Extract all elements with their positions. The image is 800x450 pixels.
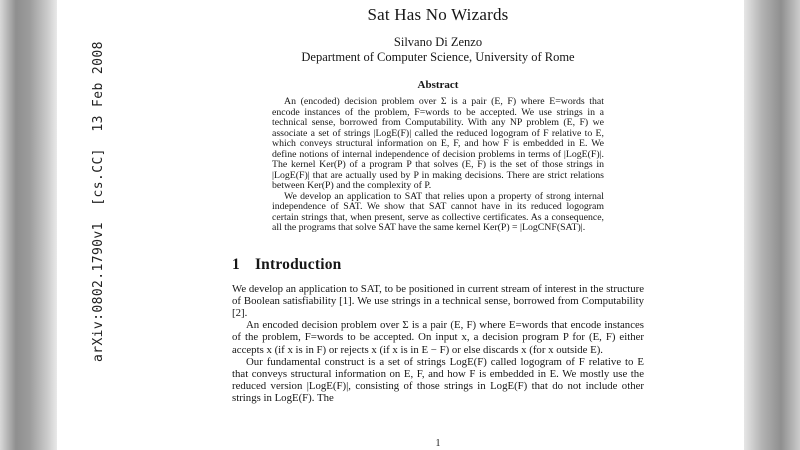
section-heading	[232, 256, 644, 274]
author-name: Silvano Di Zenzo	[393, 35, 483, 49]
paper-page	[57, 0, 744, 450]
byline	[232, 35, 644, 65]
body-paragraph: An encoded decision problem over Σ is a pair (E, F) where E=words that encode instances of the problem, F=words to be accepted. On input x, a decision program P for (E, F) either accepts x (if x is in F) or rejects x (if x is in E − F) or else discards x (for x outside E).	[232, 319, 644, 356]
author-affiliation: Department of Computer Science, University of Rome	[301, 50, 575, 64]
body-paragraph: We develop an application to SAT, to be positioned in current stream of interest in the structure of Boolean satisfiability [1]. We use strings in a technical sense, borrowed from Computability [2].	[232, 282, 644, 319]
abstract-paragraph: We develop an application to SAT that relies upon a property of strong internal independence of SAT. We show that SAT cannot have in its reduced logogram certain strings that, when present, serve as collective certificates. As a consequence, all the programs that solve SAT have the same kernel Ker(P) = |LogCNF(SAT)|.	[272, 190, 604, 233]
background-gradient-left	[0, 0, 57, 450]
section-title: Introduction	[254, 255, 342, 273]
body-paragraph: Our fundamental construct is a set of strings LogE(F) called logogram of F relative to E that conveys structural information on E, F, and how F is embedded in E. We mostly use the reduced version |LogE(F)|, consisting of those strings in LogE(F) that do not include other strings in LogE(F). The	[232, 355, 644, 405]
paper-content	[232, 0, 644, 405]
abstract-heading: Abstract	[417, 79, 459, 91]
abstract-paragraph: An (encoded) decision problem over Σ is a pair (E, F) where E=words that encode instances of the problem, F=words to be accepted. We use strings in a technical sense, borrowed from Computability. With any NP problem (E, F) we associate a set of strings |LogE(F)| called the reduced logogram of F relative to E, which conveys structural information on E, F, and how F is embedded in E. We define notions of internal independence of decision problems in terms of |LogE(F)|. The kernel Ker(P) of a program P that solves (E, F) is the set of those strings in |LogE(F)| that are actually used by P in making decisions. There are strict relations between Ker(P) and the complexity of P.	[272, 96, 604, 191]
section-number: 1	[232, 255, 240, 273]
page-number: 1	[435, 438, 441, 449]
arxiv-watermark: arXiv:0802.1790v1 [cs.CC] 13 Feb 2008	[91, 41, 106, 363]
introduction-body	[232, 283, 644, 405]
background-gradient-right	[744, 0, 800, 450]
abstract-block	[272, 79, 604, 234]
paper-title: Sat Has No Wizards	[367, 5, 509, 24]
